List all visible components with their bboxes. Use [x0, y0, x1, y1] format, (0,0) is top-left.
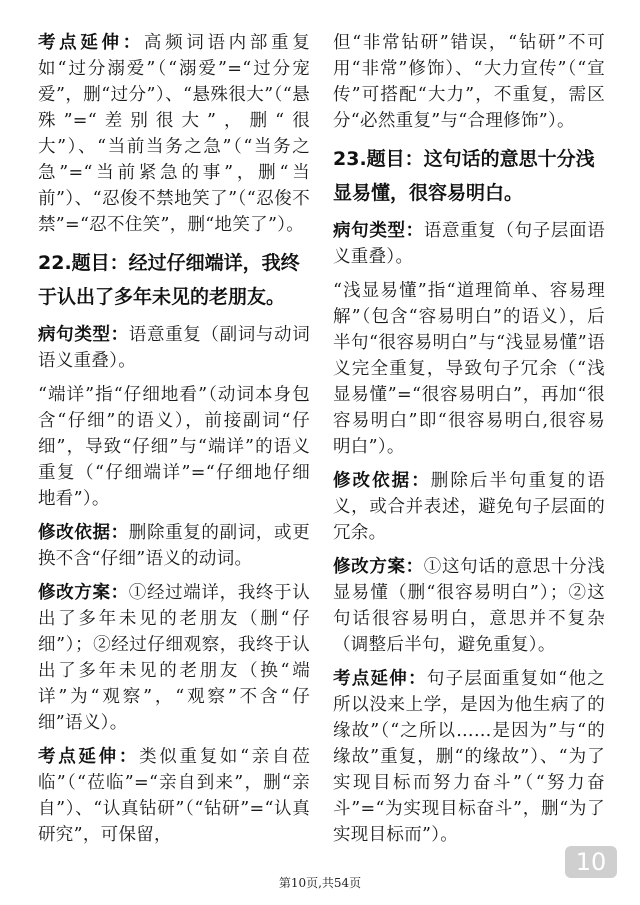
extension-label: 考点延伸： [38, 747, 140, 767]
extension-label: 考点延伸： [333, 669, 427, 689]
revision-plan-text: ①经过端详，我终于认出了多年未见的老朋友（删“仔细”）；②经过仔细观察，我终于认出了多年未见的老朋友（换“端详”为“观察”，“观察”不含“仔细”语义）。 [38, 583, 311, 733]
revision-plan-text: ①这句话的意思十分浅显易懂（删“很容易明白”）；②这句话很容易明白，意思并不复杂（调整后半句，避免重复）。 [333, 557, 606, 655]
extension-text: 类似重复如“亲自莅临”（“莅临”=“亲自到来”，删“亲自”）、“认真钻研”（“钻研”=“认真研究”，可保留， [38, 747, 310, 845]
q22-revision-plan [38, 580, 310, 736]
revision-plan-label: 修改方案： [38, 583, 129, 603]
q22-explanation: “端详”指“仔细地看”（动词本身包含“仔细”的语义），前接副词“仔细”，导致“仔细”与“端详”的语义重复（“仔细端详”=“仔细地仔细地看”）。 [38, 385, 310, 509]
revision-basis-text: 删除重复的副词，或更换不含“仔细”语义的动词。 [38, 523, 311, 569]
page-footer: 第10页,共54页 [278, 876, 362, 890]
right-column [333, 30, 605, 856]
page-number-badge: 10 [565, 846, 617, 878]
left-column [38, 30, 310, 856]
error-type-text: 语意重复（句子层面语义重叠）。 [333, 221, 606, 267]
error-type-label: 病句类型： [333, 221, 424, 241]
q22-revision-basis [38, 520, 310, 572]
revision-basis-label: 修改依据： [333, 471, 431, 491]
revision-plan-label: 修改方案： [333, 557, 424, 577]
extension-text: 句子层面重复如“他之所以没来上学，是因为他生病了的缘故”（“之所以……是因为”与“的缘故”重复，删“的缘故”）、“为了实现目标而努力奋斗”（“努力奋斗”=“为实现目标奋斗”，删“为了实现目标而”）。 [333, 669, 605, 845]
error-type-label: 病句类型： [38, 325, 129, 345]
q23-revision-plan [333, 554, 605, 658]
extension-block-continued [38, 30, 310, 238]
error-type-text: 语意重复（副词与动词语义重叠）。 [38, 325, 311, 371]
q22-extension-continued: 但“非常钻研”错误，“钻研”不可用“非常”修饰）、“大力宣传”（“宣传”可搭配“大力”，不重复，需区分“必然重复”与“合理修饰”）。 [333, 33, 605, 131]
q23-revision-basis [333, 468, 605, 546]
extension-text: 高频词语内部重复如“过分溺爱”（“溺爱”=“过分宠爱”，删“过分”）、“悬殊很大”（“悬殊”=“差别很大”，删“很大”）、“当前当务之急”（“当务之急”=“当前紧急的事”，删“当前”）、“忍俊不禁地笑了”（“忍俊不禁”=“忍不住笑”，删“地笑了”）。 [38, 33, 311, 235]
revision-basis-text: 删除后半句重复的语义，或合并表述，避免句子层面的冗余。 [333, 471, 606, 543]
revision-basis-label: 修改依据： [38, 523, 129, 543]
q22-error-type [38, 322, 310, 374]
q23-explanation: “浅显易懂”指“道理简单、容易理解”（包含“容易明白”的语义），后半句“很容易明白”与“浅显易懂”语义完全重复，导致句子冗余（“浅显易懂”=“很容易明白”，再加“很容易明白”即“很容易明白,很容易明白”）。 [333, 281, 605, 457]
q23-error-type [333, 218, 605, 270]
q23-extension [333, 666, 605, 848]
extension-label: 考点延伸： [38, 33, 144, 53]
question-23-title: 23.题目：这句话的意思十分浅显易懂，很容易明白。 [333, 148, 595, 204]
q22-extension [38, 744, 310, 848]
question-22-title: 22.题目：经过仔细端详，我终于认出了多年未见的老朋友。 [38, 252, 300, 308]
